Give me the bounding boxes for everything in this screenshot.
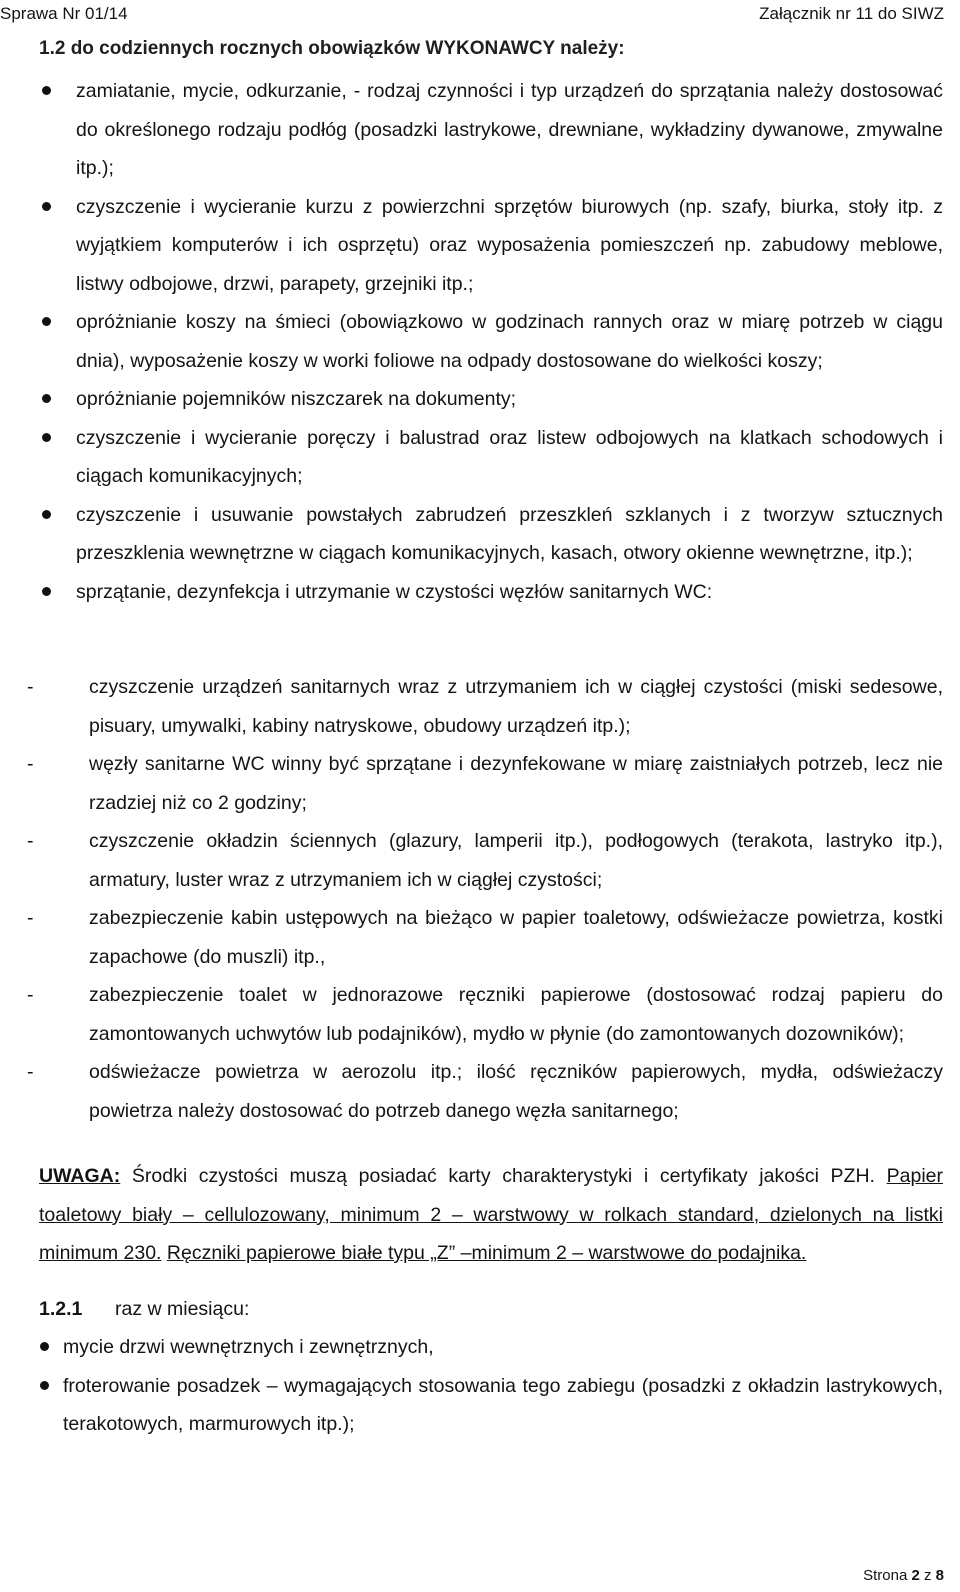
- bullet-icon: [42, 202, 51, 211]
- list-item: [39, 419, 943, 496]
- sanitary-list: [27, 668, 943, 1130]
- bullet-icon: [42, 317, 51, 326]
- bullet-icon: [42, 394, 51, 403]
- dash-marker: -: [27, 753, 34, 775]
- dash-marker: -: [27, 907, 34, 929]
- dash-marker: -: [27, 676, 34, 698]
- dash-item: [27, 668, 943, 745]
- page-label: Strona: [863, 1567, 912, 1584]
- dash-marker: -: [27, 984, 34, 1006]
- bullet-icon: [40, 1381, 49, 1390]
- list-item: [39, 72, 943, 188]
- bullet-icon: [42, 86, 51, 95]
- list-item: [39, 303, 943, 380]
- list-item: [39, 1328, 943, 1367]
- page-header: [0, 4, 960, 30]
- note-text: Środki czystości muszą posiadać karty charakterystyki i certyfikaty jakości PZH.: [120, 1165, 875, 1187]
- case-number: Sprawa Nr 01/14: [0, 4, 128, 23]
- list-item-text: czyszczenie i wycieranie kurzu z powierzchni sprzętów biurowych (np. szafy, biurka, stoły itp. z wyjątkiem komputerów i ich osprzętu) oraz wyposażenia pomieszczeń np. zabudowy meblowe, listwy odbojowe, drzwi, parapety, grzejniki itp.;: [76, 195, 943, 295]
- list-item: [39, 496, 943, 573]
- list-item-text: opróżnianie pojemników niszczarek na dokumenty;: [76, 388, 517, 410]
- list-item-text: czyszczenie i wycieranie poręczy i balustrad oraz listew odbojowych na klatkach schodowych i ciągach komunikacyjnych;: [76, 426, 943, 487]
- page-separator: z: [919, 1567, 936, 1584]
- dash-item: [27, 822, 943, 899]
- duties-list: [39, 72, 943, 611]
- list-item-text: czyszczenie i usuwanie powstałych zabrudzeń przeszkleń szklanych i z tworzyw sztucznych przeszklenia wewnętrzne w ciągach komunikacyjnych, kasach, otwory okienne wewnętrzne, itp.);: [76, 503, 943, 564]
- note-paragraph: [39, 1157, 943, 1273]
- dash-item-text: czyszczenie urządzeń sanitarnych wraz z utrzymaniem ich w ciągłej czystości (miski sedesowe, pisuary, umywalki, kabiny natryskowe, obudowy urządzeń itp.);: [89, 676, 943, 737]
- dash-item-text: zabezpieczenie kabin ustępowych na bieżąco w papier toaletowy, odświeżacze powietrza, kostki zapachowe (do muszli) itp.,: [89, 907, 943, 968]
- bullet-icon: [40, 1342, 49, 1351]
- note-paper-towels: Ręczniki papierowe białe typu „Z” –minimum 2 – warstwowe do podajnika.: [166, 1242, 807, 1264]
- list-item-text: mycie drzwi wewnętrznych i zewnętrznych,: [63, 1336, 434, 1358]
- section-title: 1.2 do codziennych rocznych obowiązków WYKONAWCY należy:: [39, 38, 625, 59]
- dash-marker: -: [27, 1061, 34, 1083]
- dash-item: [27, 976, 943, 1053]
- bullet-icon: [42, 587, 51, 596]
- note-toilet-paper: Papier toaletowy biały – cellulozowany, minimum 2 – warstwowy w rolkach standard, dzielonych na listki minimum 230.: [39, 1165, 944, 1264]
- subsection-number: 1.2.1: [39, 1298, 83, 1320]
- list-item-text: zamiatanie, mycie, odkurzanie, - rodzaj czynności i typ urządzeń do sprzątania należy dostosować do określonego rodzaju podłóg (posadzki lastrykowe, drewniane, wykładziny dywanowe, zmywalne itp.);: [76, 80, 943, 179]
- page-footer: [863, 1567, 944, 1584]
- list-item: [39, 573, 943, 612]
- list-item: [39, 1367, 943, 1444]
- dash-item-text: czyszczenie okładzin ściennych (glazury, lamperii itp.), podłogowych (terakota, lastryko itp.), armatury, luster wraz z utrzymaniem ich w ciągłej czystości;: [89, 830, 943, 891]
- list-item-text: opróżnianie koszy na śmieci (obowiązkowo w godzinach rannych oraz w miarę potrzeb w ciągu dnia), wyposażenie koszy w worki foliowe na odpady dostosowane do wielkości koszy;: [76, 311, 943, 372]
- dash-item-text: węzły sanitarne WC winny być sprzątane i dezynfekowane w miarę zaistniałych potrzeb, lecz nie rzadziej niż co 2 godziny;: [89, 753, 943, 814]
- dash-item: [27, 1053, 943, 1130]
- dash-item: [27, 899, 943, 976]
- subsection-title: raz w miesiącu:: [115, 1298, 250, 1320]
- list-item: [39, 188, 943, 304]
- list-item: [39, 380, 943, 419]
- subsection-heading: [39, 1290, 249, 1329]
- page-number: 2: [911, 1567, 920, 1584]
- page-total: 8: [935, 1567, 944, 1584]
- bullet-icon: [42, 510, 51, 519]
- attachment-label: Załącznik nr 11 do SIWZ: [759, 4, 944, 23]
- list-item-text: froterowanie posadzek – wymagających stosowania tego zabiegu (posadzki z okładzin lastrykowych, terakotowych, marmurowych itp.);: [63, 1374, 943, 1435]
- list-item-text: sprzątanie, dezynfekcja i utrzymanie w czystości węzłów sanitarnych WC:: [76, 580, 713, 603]
- dash-item: [27, 745, 943, 822]
- monthly-list: [39, 1328, 943, 1444]
- note-label: UWAGA:: [39, 1165, 121, 1187]
- dash-item-text: zabezpieczenie toalet w jednorazowe ręczniki papierowe (dostosować rodzaj papieru do zamontowanych uchwytów lub podajników), mydło w płynie (do zamontowanych dozowników);: [89, 984, 943, 1045]
- bullet-icon: [42, 433, 51, 442]
- dash-marker: -: [27, 830, 34, 852]
- dash-item-text: odświeżacze powietrza w aerozolu itp.; ilość ręczników papierowych, mydła, odświeżaczy powietrza należy dostosować do potrzeb danego węzła sanitarnego;: [89, 1061, 943, 1122]
